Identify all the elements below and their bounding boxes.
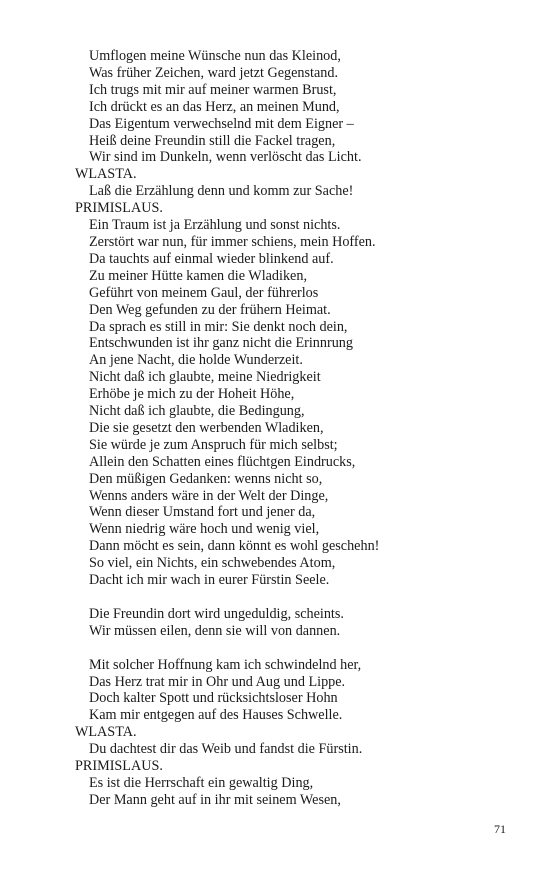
verse-line: Die sie gesetzt den werbenden Wladiken,: [89, 419, 324, 436]
verse-line: Zerstört war nun, für immer schiens, mein Hoffen.: [89, 233, 376, 250]
verse-line: Den Weg gefunden zu der frühern Heimat.: [89, 301, 331, 318]
verse-line: An jene Nacht, die holde Wunderzeit.: [89, 352, 303, 369]
verse-line: Da sprach es still in mir: Sie denkt noch dein,: [89, 318, 348, 335]
verse-line: Mit solcher Hoffnung kam ich schwindelnd her,: [89, 656, 362, 673]
verse-line: Nicht daß ich glaubte, die Bedingung,: [89, 403, 305, 420]
verse-line: Allein den Schatten eines flüchtgen Eindrucks,: [89, 453, 356, 470]
drama-text: [75, 48, 515, 809]
page-number: 71: [494, 822, 506, 836]
verse-line: Geführt von meinem Gaul, der führerlos: [89, 284, 319, 301]
verse-line: Wir sind im Dunkeln, wenn verlöscht das Licht.: [89, 149, 362, 166]
speaker-name: PRIMISLAUS.: [75, 200, 163, 217]
speaker-name: PRIMISLAUS.: [75, 758, 163, 775]
verse-line: Wir müssen eilen, denn sie will von dannen.: [89, 622, 341, 639]
verse-line: Die Freundin dort wird ungeduldig, scheints.: [89, 605, 344, 622]
speaker-name: WLASTA.: [75, 724, 137, 741]
verse-line: Der Mann geht auf in ihr mit seinem Wesen,: [89, 791, 341, 808]
verse-line: Erhöbe je mich zu der Hoheit Höhe,: [89, 386, 295, 403]
verse-line: Doch kalter Spott und rücksichtsloser Hohn: [89, 690, 338, 707]
verse-line: Wenns anders wäre in der Welt der Dinge,: [89, 487, 329, 504]
verse-line: Da tauchts auf einmal wieder blinkend auf.: [89, 250, 334, 267]
verse-line: Dann möcht es sein, dann könnt es wohl geschehn!: [89, 538, 380, 555]
verse-line: Zu meiner Hütte kamen die Wladiken,: [89, 267, 307, 284]
verse-line: Wenn niedrig wäre hoch und wenig viel,: [89, 521, 320, 538]
verse-line: So viel, ein Nichts, ein schwebendes Atom,: [89, 555, 336, 572]
verse-line: Ich drückt es an das Herz, an meinen Mund,: [89, 98, 340, 115]
stanza-break: [75, 589, 515, 606]
verse-line: Heiß deine Freundin still die Fackel tragen,: [89, 132, 336, 149]
verse-line: Nicht daß ich glaubte, meine Niedrigkeit: [89, 369, 321, 386]
verse-line: Den müßigen Gedanken: wenns nicht so,: [89, 470, 323, 487]
verse-line: Sie würde je zum Anspruch für mich selbst;: [89, 436, 338, 453]
verse-line: Kam mir entgegen auf des Hauses Schwelle.: [89, 707, 343, 724]
verse-line: Ein Traum ist ja Erzählung und sonst nichts.: [89, 217, 341, 234]
verse-line: Umflogen meine Wünsche nun das Kleinod,: [89, 48, 341, 64]
verse-line: Was früher Zeichen, ward jetzt Gegenstand.: [89, 64, 339, 81]
verse-line: Dacht ich mir wach in eurer Fürstin Seele.: [89, 572, 330, 589]
verse-line: Wenn dieser Umstand fort und jener da,: [89, 504, 316, 521]
verse-line: Du dachtest dir das Weib und fandst die Fürstin.: [89, 741, 363, 758]
speaker-name: WLASTA.: [75, 166, 137, 183]
verse-line: Es ist die Herrschaft ein gewaltig Ding,: [89, 774, 314, 791]
stanza-break: [75, 640, 515, 657]
verse-line: Das Eigentum verwechselnd mit dem Eigner –: [89, 115, 354, 132]
verse-line: Laß die Erzählung denn und komm zur Sache!: [89, 183, 354, 200]
verse-line: Das Herz trat mir in Ohr und Aug und Lippe.: [89, 673, 346, 690]
verse-line: Entschwunden ist ihr ganz nicht die Erinnrung: [89, 335, 353, 352]
verse-line: Ich trugs mit mir auf meiner warmen Brust,: [89, 81, 337, 98]
